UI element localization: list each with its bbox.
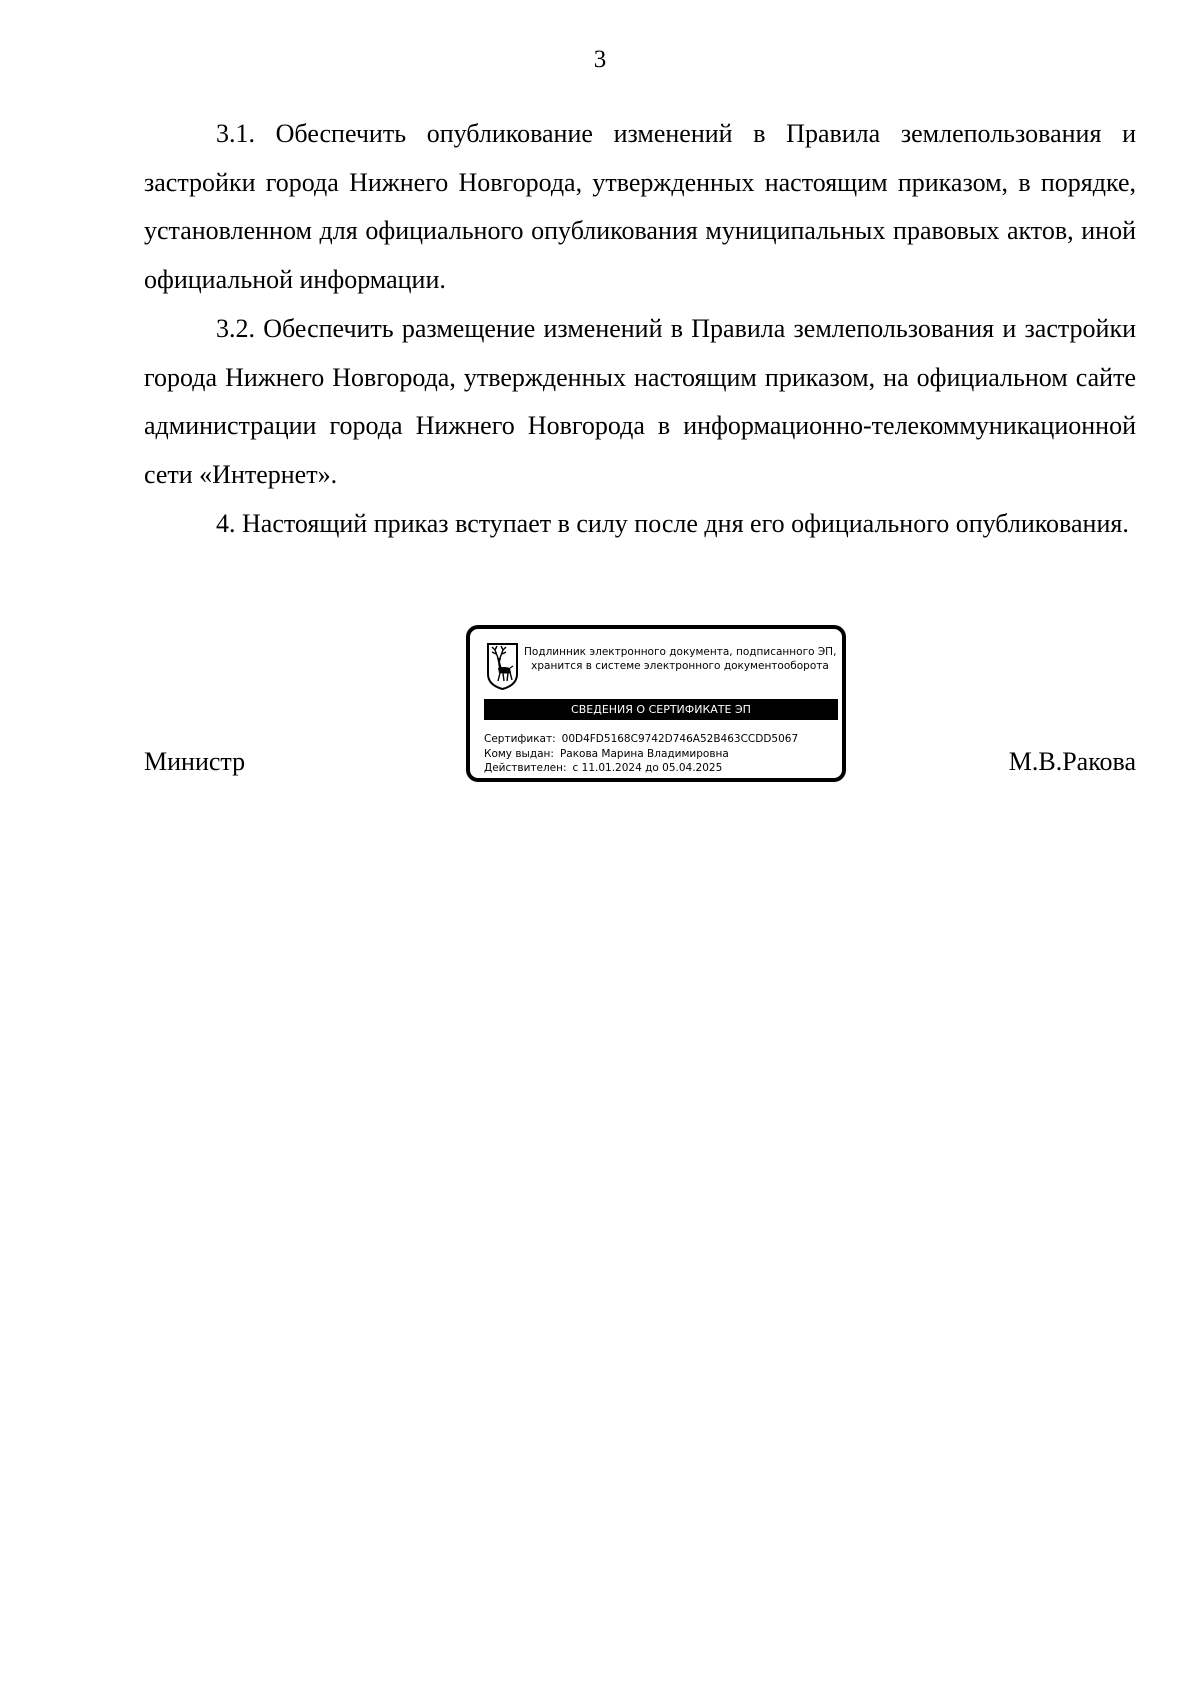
certificate-value: 00D4FD5168C9742D746A52B463CCDD5067 — [561, 733, 799, 745]
coat-of-arms-deer-icon — [485, 641, 520, 691]
certificate-info-banner: СВЕДЕНИЯ О СЕРТИФИКАТЕ ЭП — [484, 699, 838, 720]
certificate-row — [484, 732, 838, 747]
signatory-name: М.В.Ракова — [1008, 747, 1136, 776]
paragraph-4: 4. Настоящий приказ вступает в силу после дня его официального опубликования. — [216, 508, 1129, 538]
document-body — [144, 110, 1136, 548]
validity-value: с 11.01.2024 до 05.04.2025 — [572, 762, 723, 774]
issued-to-value: Ракова Марина Владимировна — [559, 747, 729, 760]
issued-to-row — [484, 747, 838, 762]
electronic-signature-stamp — [466, 625, 846, 782]
paragraph-3-1: 3.1. Обеспечить опубликование изменений в Правила землепользования и застройки города Нижнего Новгорода, утвержденных настоящим приказом, в порядке, установленном для официального опубликования муниципальных правовых актов, иной официальной информации. — [144, 119, 1136, 295]
validity-row — [484, 761, 838, 776]
stamp-header — [524, 645, 836, 673]
issued-to-label: Кому выдан: — [484, 747, 554, 760]
page-number: 3 — [593, 46, 607, 73]
signatory-title: Министр — [144, 747, 246, 776]
validity-label: Действителен: — [484, 762, 567, 774]
stamp-header-line-1: Подлинник электронного документа, подписанного ЭП, — [524, 646, 837, 658]
paragraph-3-2: 3.2. Обеспечить размещение изменений в Правила землепользования и застройки города Нижнего Новгорода, утвержденных настоящим приказом, на официальном сайте администрации города Нижнего Новгорода в информационно-телекоммуникационной сети «Интернет». — [144, 313, 1136, 489]
certificate-details — [484, 732, 838, 776]
stamp-header-line-2: хранится в системе электронного документооборота — [531, 660, 829, 672]
certificate-label: Сертификат: — [484, 733, 556, 745]
